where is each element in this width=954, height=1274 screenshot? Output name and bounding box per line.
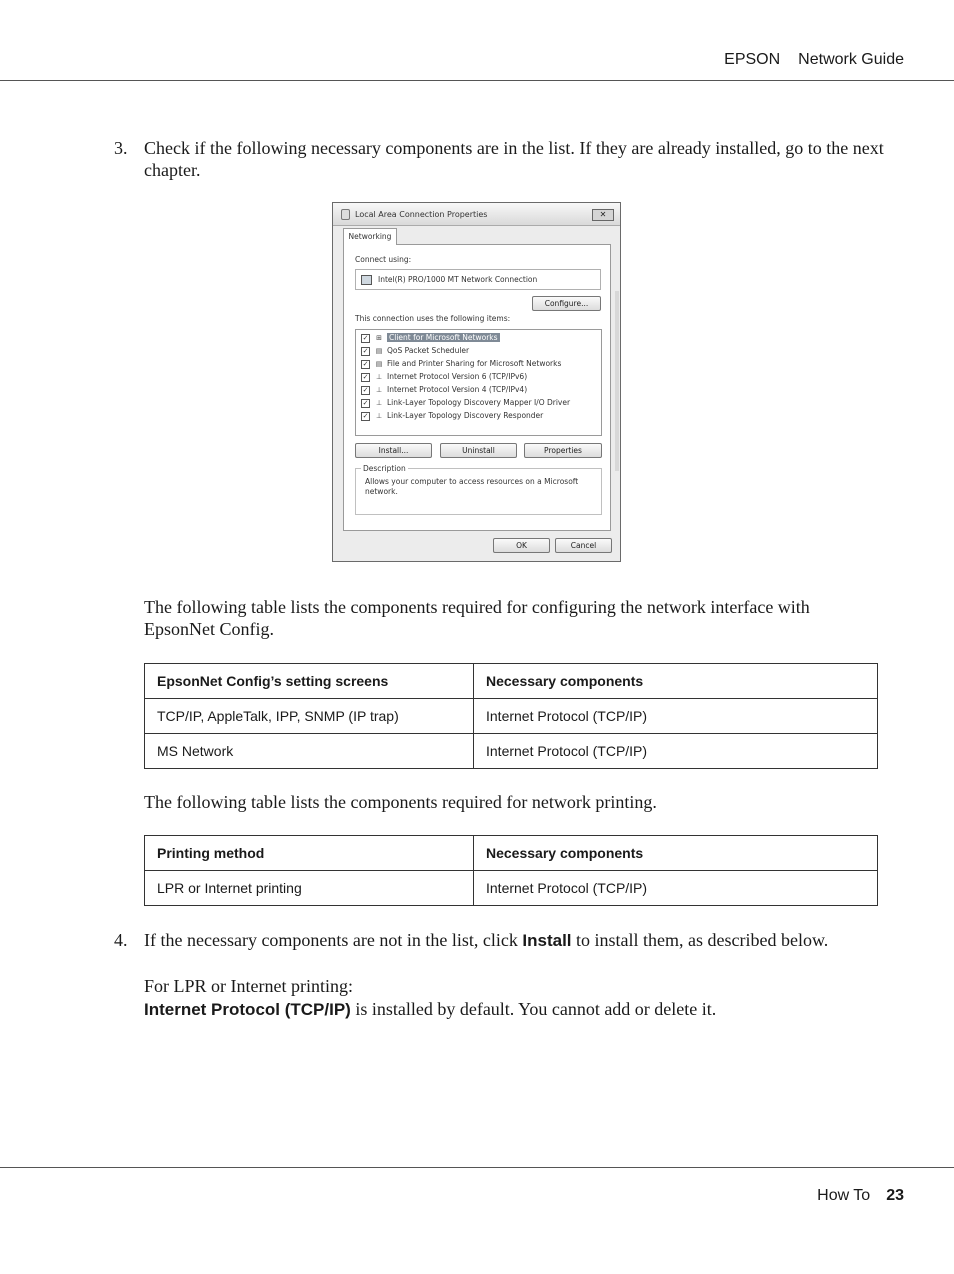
- footer-section: How To: [817, 1187, 871, 1204]
- list-item[interactable]: [361, 397, 597, 409]
- table-2-intro: The following table lists the components required for network printing.: [144, 792, 657, 812]
- item-label: QoS Packet Scheduler: [387, 346, 470, 355]
- step-3-number: 3.: [114, 138, 128, 158]
- install-button[interactable]: Install...: [355, 443, 432, 458]
- printing-method-table: [144, 835, 878, 906]
- list-item[interactable]: [361, 345, 597, 357]
- list-item[interactable]: [361, 358, 597, 370]
- install-keyword: Install: [522, 931, 572, 950]
- cancel-button[interactable]: Cancel: [555, 538, 612, 553]
- step-4-text: [144, 929, 884, 952]
- column-header: EpsonNet Config’s setting screens: [145, 664, 474, 699]
- description-text: Allows your computer to access resources on a Microsoft network.: [365, 477, 579, 496]
- lpr-note-text: is installed by default. You cannot add or delete it.: [350, 999, 717, 1019]
- checkbox[interactable]: ✓: [362, 399, 369, 407]
- service-icon: ▤: [375, 347, 383, 355]
- running-header: [724, 51, 904, 69]
- tcpip-keyword: Internet Protocol (TCP/IP): [144, 1000, 351, 1019]
- table-cell: Internet Protocol (TCP/IP): [474, 871, 878, 906]
- column-header: Necessary components: [474, 664, 878, 699]
- description-label: Description: [363, 464, 406, 473]
- list-item[interactable]: [361, 410, 597, 422]
- page-number: 23: [886, 1187, 904, 1204]
- configure-button[interactable]: Configure...: [532, 296, 601, 311]
- column-header: Necessary components: [474, 836, 878, 871]
- table-cell: MS Network: [145, 734, 474, 769]
- lpr-heading: For LPR or Internet printing:: [144, 976, 353, 996]
- header-brand: EPSON: [724, 51, 781, 68]
- client-network-icon: ⊞: [376, 334, 382, 342]
- item-label: Link-Layer Topology Discovery Responder: [387, 411, 544, 420]
- description-group: [355, 464, 602, 515]
- checkbox[interactable]: ✓: [362, 360, 369, 368]
- lpr-note: [144, 998, 884, 1021]
- item-label: Internet Protocol Version 4 (TCP/IPv4): [387, 385, 528, 394]
- item-label: Internet Protocol Version 6 (TCP/IPv6): [387, 372, 528, 381]
- close-icon[interactable]: ✕: [592, 209, 614, 221]
- local-area-connection-dialog: [332, 202, 621, 562]
- network-adapter-icon: [341, 209, 350, 220]
- list-item[interactable]: [361, 371, 597, 383]
- service-icon: ▤: [375, 360, 383, 368]
- footer-rule: [0, 1167, 954, 1168]
- epsonnet-config-table: [144, 663, 878, 769]
- checkbox[interactable]: ✓: [362, 334, 369, 342]
- header-guide-title: Network Guide: [798, 51, 904, 68]
- dialog-titlebar: [333, 203, 620, 226]
- checkbox[interactable]: ✓: [362, 386, 369, 394]
- protocol-icon: ⊥: [375, 399, 383, 407]
- adapter-name: Intel(R) PRO/1000 MT Network Connection: [378, 275, 538, 284]
- tab-networking[interactable]: Networking: [343, 228, 397, 245]
- table-row: [145, 699, 878, 734]
- table-row: [145, 871, 878, 906]
- adapter-field: [355, 269, 601, 290]
- properties-button[interactable]: Properties: [524, 443, 602, 458]
- table-cell: Internet Protocol (TCP/IP): [474, 699, 878, 734]
- header-rule: [0, 80, 954, 81]
- table-header-row: [145, 664, 878, 699]
- step-3-text: Check if the following necessary components are in the list. If they are already installed, go to the next chapter.: [144, 138, 884, 180]
- uninstall-button[interactable]: Uninstall: [440, 443, 517, 458]
- table-cell: LPR or Internet printing: [145, 871, 474, 906]
- table-header-row: [145, 836, 878, 871]
- step-4-number: 4.: [114, 930, 128, 950]
- item-label: Link-Layer Topology Discovery Mapper I/O Driver: [387, 398, 571, 407]
- item-label: File and Printer Sharing for Microsoft Networks: [387, 359, 562, 368]
- checkbox[interactable]: ✓: [362, 412, 369, 420]
- step-4-post: to install them, as described below.: [571, 930, 829, 950]
- item-label: Client for Microsoft Networks: [389, 333, 498, 342]
- checkbox[interactable]: ✓: [362, 373, 369, 381]
- panel-scrollbar: [615, 291, 619, 471]
- step-4-pre: If the necessary components are not in the list, click: [144, 930, 523, 950]
- ok-button[interactable]: OK: [493, 538, 550, 553]
- dialog-title: Local Area Connection Properties: [355, 210, 488, 219]
- connect-using-label: Connect using:: [355, 255, 412, 264]
- protocol-icon: ⊥: [375, 386, 383, 394]
- protocol-icon: ⊥: [375, 412, 383, 420]
- table-1-intro: The following table lists the components required for configuring the network interface with EpsonNet Config.: [144, 597, 810, 639]
- table-row: [145, 734, 878, 769]
- components-list: [355, 329, 602, 436]
- items-label: This connection uses the following items:: [355, 314, 511, 323]
- column-header: Printing method: [145, 836, 474, 871]
- list-item[interactable]: [361, 384, 597, 396]
- protocol-icon: ⊥: [375, 373, 383, 381]
- table-cell: Internet Protocol (TCP/IP): [474, 734, 878, 769]
- table-cell: TCP/IP, AppleTalk, IPP, SNMP (IP trap): [145, 699, 474, 734]
- list-item[interactable]: [361, 332, 597, 344]
- checkbox[interactable]: ✓: [362, 347, 369, 355]
- network-card-icon: [361, 275, 372, 285]
- running-footer: [817, 1187, 904, 1205]
